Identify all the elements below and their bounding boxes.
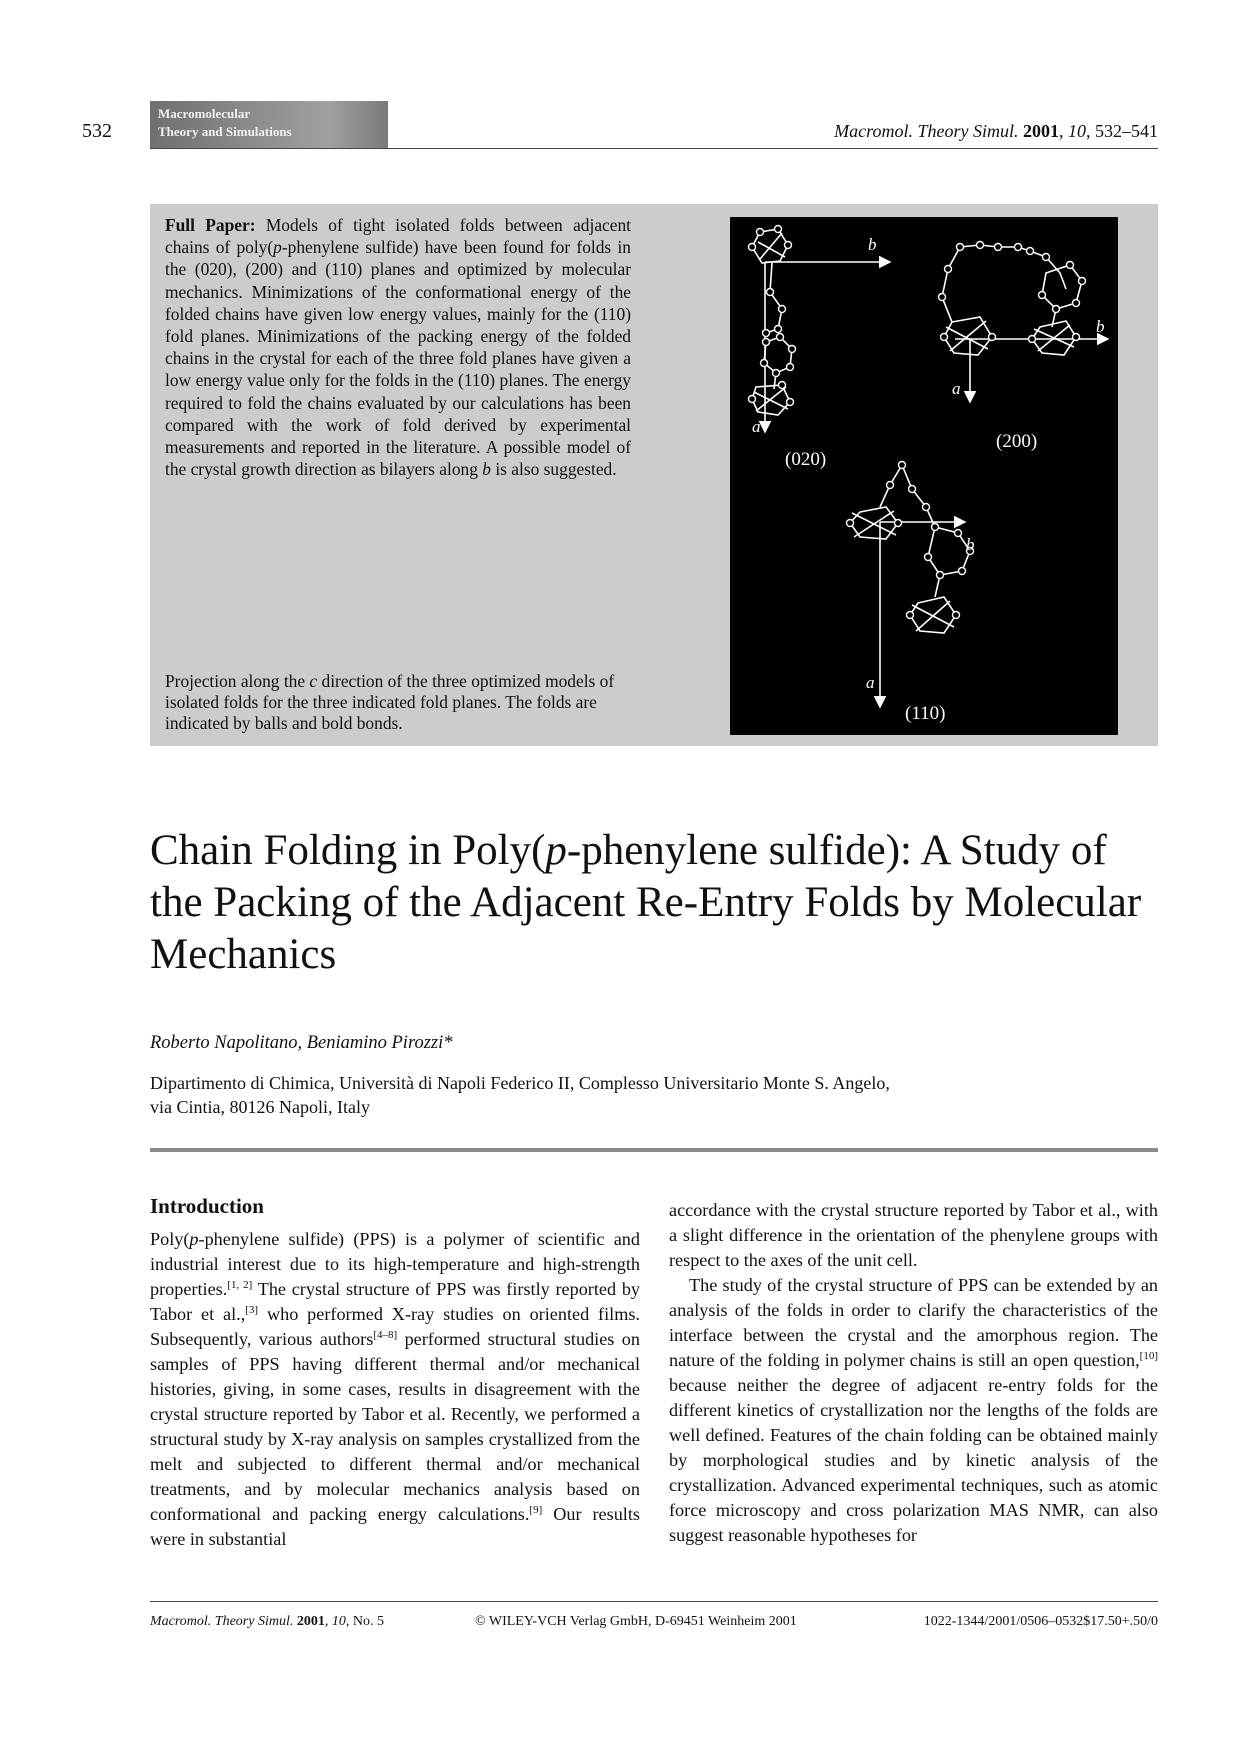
fold-plane-label-020: (020)	[785, 449, 827, 470]
fold-model-110	[850, 465, 970, 707]
abstract-label: Full Paper:	[165, 215, 256, 235]
header-volume: 10	[1068, 121, 1086, 141]
header-pages: , 532–541	[1086, 121, 1158, 141]
abstract-italic: b	[482, 459, 491, 480]
fold-model-200	[942, 245, 1108, 402]
body-column-left	[150, 1227, 640, 1552]
section-divider	[150, 1148, 1158, 1152]
fold-plane-label-200: (200)	[996, 431, 1038, 452]
figure-caption	[165, 671, 631, 734]
header-citation: Macromol. Theory Simul. 2001, 10, 532–541	[834, 121, 1158, 141]
citation-ref: [4–8]	[373, 1328, 398, 1341]
axis-a-label-110: a	[866, 673, 875, 692]
authors: Roberto Napolitano, Beniamino Pirozzi*	[150, 1033, 453, 1053]
axis-b-label-020: b	[868, 235, 877, 254]
fold-plane-label-110: (110)	[905, 703, 946, 724]
affiliation-line-2: via Cintia, 80126 Napoli, Italy	[150, 1097, 370, 1117]
header-rule	[150, 148, 1158, 149]
abstract-part: -phenylene sulfide) have been found for folds in the (020), (200) and (110) planes and optimized by molecular mechanics. Minimizations of the conformational energy of the folded chains have given low energy values, mainly for the (110) fold planes. Minimizations of the packing energy of the folded chains in the crystal for each of the three fold planes have given a low energy value only for the folds in the (110) planes. The energy required to fold the chains evaluated by our calculations has been compared with the work of fold derived by experimental measurements and reported in the literature. A possible model of the crystal growth direction as bilayers along	[165, 237, 631, 480]
affiliation	[150, 1071, 1050, 1119]
fold-models-figure	[730, 217, 1118, 735]
paragraph: Poly(p-phenylene sulfide) (PPS) is a polymer of scientific and industrial interest due to its high-temperature and high-strength properties.[1, 2] The crystal structure of PPS was firstly reported by Tabor et al.,[3] who performed X-ray studies on oriented films. Subsequently, various authors[4–8] performed structural studies on samples of PPS having different thermal and/or mechanical histories, giving, in some cases, results in disagreement with the crystal structure reported by Tabor et al. Recently, we performed a structural study by X-ray analysis on samples crystallized from the melt and subjected to different thermal and/or mechanical treatments, and by molecular mechanics analysis based on conformational and packing energy calculations.[9] Our results were in substantial	[150, 1229, 641, 1549]
footer-citation: Macromol. Theory Simul. 2001, 10, No. 5	[150, 1614, 384, 1629]
paragraph: accordance with the crystal structure reported by Tabor et al., with a slight difference in the orientation of the phenylene groups with respect to the axes of the unit cell.	[669, 1200, 1158, 1270]
caption-part: Projection along the	[165, 671, 310, 691]
caption-part: direction of the three optimized models of isolated folds for the three indicated fold planes. The folds are indicated by balls and bold bonds.	[165, 671, 615, 733]
title-part: Chain Folding in Poly(	[150, 827, 546, 874]
body-column-right	[669, 1198, 1158, 1548]
abstract-part: Models of tight isolated folds between adjacent chains of poly(	[165, 215, 631, 258]
header-year: 2001	[1023, 121, 1059, 141]
axis-a-label-020: a	[752, 417, 761, 436]
abstract-part: is also suggested.	[491, 459, 617, 480]
axis-b-label-110: b	[966, 535, 975, 554]
section-heading-introduction: Introduction	[150, 1194, 264, 1218]
fold-model-020	[752, 229, 890, 432]
axis-b-label-200: b	[1096, 317, 1105, 336]
abstract-italic: p	[273, 237, 282, 258]
fold-models-drawing	[730, 217, 1118, 735]
paper-title	[150, 825, 1160, 981]
caption-italic: c	[309, 671, 318, 691]
title-part: -phenylene sulfide): A Study of the Packing of the Adjacent Re-Entry Folds by Molecular Mechanics	[150, 827, 1142, 978]
footer-rule	[150, 1601, 1158, 1602]
footer-copyright: © WILEY-VCH Verlag GmbH, D-69451 Weinheim 2001	[475, 1614, 797, 1629]
abstract-text	[165, 214, 631, 480]
citation-ref: [3]	[245, 1303, 259, 1316]
citation-ref: [9]	[529, 1503, 543, 1516]
title-italic: p	[545, 827, 567, 874]
citation-ref: [1, 2]	[227, 1278, 253, 1291]
paragraph: The study of the crystal structure of PPS can be extended by an analysis of the folds in order to clarify the characteristics of the interface between the crystal and the amorphous region. The nature of the folding in polymer chains is still an open question,[10] because neither the degree of adjacent re-entry folds for the different kinetics of crystallization nor the lengths of the folds are well defined. Features of the chain folding can be obtained mainly by morphological studies and by kinetic analysis of the crystallization. Advanced experimental techniques, such as atomic force microscopy and cross polarization MAS NMR, can also suggest reasonable hypotheses for	[669, 1275, 1158, 1545]
journal-logo	[150, 101, 388, 148]
footer-code: 1022-1344/2001/0506–0532$17.50+.50/0	[923, 1614, 1158, 1629]
axis-a-label-200: a	[952, 379, 961, 398]
header-journal: Macromol. Theory Simul.	[834, 121, 1019, 141]
logo-line-1: Macromolecular	[158, 106, 251, 121]
page-number: 532	[82, 120, 112, 142]
affiliation-line-1: Dipartimento di Chimica, Università di Napoli Federico II, Complesso Universitario Monte S. Angelo,	[150, 1073, 890, 1093]
citation-ref: [10]	[1139, 1349, 1158, 1362]
logo-line-2: Theory and Simulations	[158, 124, 292, 139]
